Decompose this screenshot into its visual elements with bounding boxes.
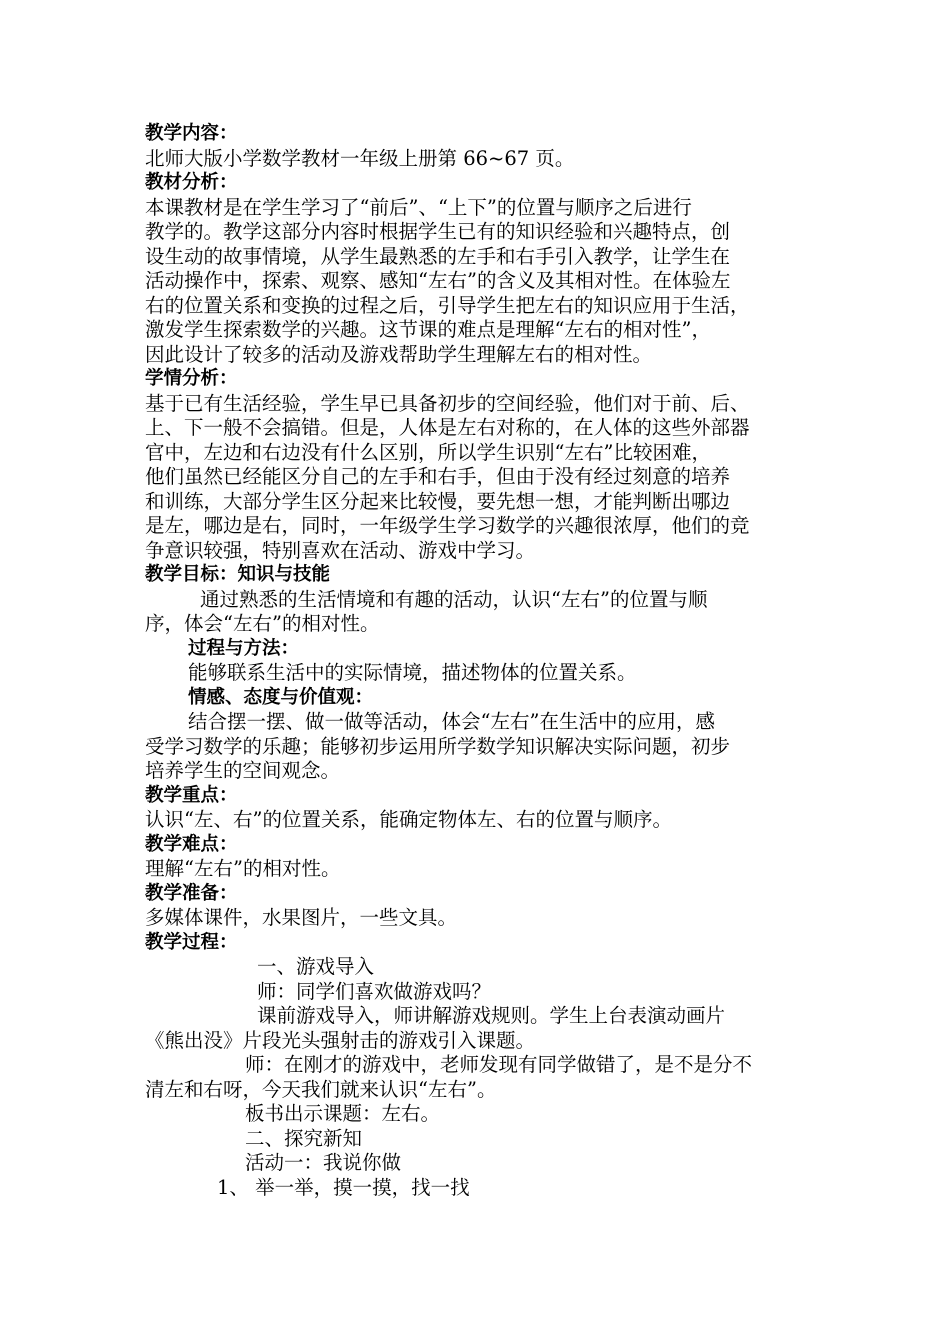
material-line: 设生动的故事情境，从学生最熟悉的左手和右手引入教学，让学生在	[145, 244, 731, 268]
section-heading-learner: 学情分析：	[145, 368, 238, 389]
section-heading-prep: 教学准备：	[145, 882, 238, 904]
learner-line: 争意识较强，特别喜欢在活动、游戏中学习。	[145, 538, 536, 562]
process-line: 师：同学们喜欢做游戏吗？	[257, 979, 492, 1003]
material-line: 教学的。教学这部分内容时根据学生已有的知识经验和兴趣特点，创	[145, 220, 731, 243]
goals-knowledge-line: 通过熟悉的生活情境和有趣的活动，认识“左右”的位置与顺	[200, 587, 708, 611]
process-line: 二、探究新知	[245, 1126, 363, 1150]
learner-line: 和训练，大部分学生区分起来比较慢，要先想一想，才能判断出哪边	[145, 489, 731, 513]
learner-line: 官中，左边和右边没有什么区别，所以学生识别“左右”比较困难，	[145, 440, 711, 464]
key-text: 认识“左、右”的位置关系，能确定物体左、右的位置与顺序。	[145, 808, 672, 831]
material-line: 活动操作中，探索、观察、感知“左右”的含义及其相对性。在体验左	[145, 269, 731, 292]
learner-line: 他们虽然已经能区分自己的左手和右手，但由于没有经过刻意的培养	[145, 465, 731, 488]
section-heading-goals: 教学目标：知识与技能	[145, 564, 331, 585]
section-heading-process: 教学过程：	[145, 931, 238, 953]
document-body	[145, 122, 825, 1200]
goals-emotion-line: 培养学生的空间观念。	[145, 759, 341, 782]
process-line: 活动一：我说你做	[245, 1151, 402, 1174]
material-line: 因此设计了较多的活动及游戏帮助学生理解左右的相对性。	[145, 342, 653, 366]
section-heading-difficulty: 教学难点：	[145, 833, 238, 855]
content-text: 北师大版小学数学教材一年级上册第 66~67 页。	[145, 146, 575, 170]
learner-line: 是左，哪边是右，同时，一年级学生学习数学的兴趣很浓厚，他们的竞	[145, 514, 750, 537]
difficulty-text: 理解“左右”的相对性。	[145, 857, 341, 880]
section-heading-key: 教学重点：	[145, 784, 238, 806]
section-heading-content: 教学内容：	[145, 123, 238, 144]
goals-process-heading: 过程与方法：	[188, 637, 300, 659]
process-line: 一、游戏导入	[257, 955, 375, 978]
process-line: 清左和右呀，今天我们就来认识“左右”。	[145, 1077, 497, 1101]
process-line: 1、 举一举，摸一摸，找一找	[217, 1175, 470, 1199]
goals-process-text: 能够联系生活中的实际情境，描述物体的位置关系。	[188, 661, 637, 684]
goals-emotion-line: 结合摆一摆、做一做等活动，体会“左右”在生活中的应用，感	[188, 710, 715, 733]
learner-line: 基于已有生活经验，学生早已具备初步的空间经验，他们对于前、后、	[145, 391, 750, 415]
section-heading-material: 教材分析：	[145, 172, 238, 193]
learner-line: 上、下一般不会搞错。但是，人体是左右对称的，在人体的这些外部器	[145, 416, 750, 439]
process-line: 师：在刚才的游戏中，老师发现有同学做错了，是不是分不	[245, 1053, 753, 1076]
material-line: 激发学生探索数学的兴趣。这节课的难点是理解“左右的相对性”，	[145, 318, 711, 341]
material-line: 右的位置关系和变换的过程之后，引导学生把左右的知识应用于生活，	[145, 293, 750, 317]
prep-text: 多媒体课件，水果图片，一些文具。	[145, 906, 458, 929]
process-line: 板书出示课题：左右。	[245, 1102, 441, 1125]
goals-knowledge-line: 序，体会“左右”的相对性。	[145, 612, 380, 635]
process-line: 课前游戏导入，师讲解游戏规则。学生上台表演动画片	[257, 1004, 726, 1027]
process-line: 《熊出没》片段光头强射击的游戏引入课题。	[145, 1028, 536, 1052]
goals-emotion-line: 受学习数学的乐趣；能够初步运用所学数学知识解决实际问题，初步	[145, 734, 731, 758]
material-line: 本课教材是在学生学习了“前后”、“上下”的位置与顺序之后进行	[145, 195, 692, 219]
goals-emotion-heading: 情感、态度与价值观：	[188, 686, 374, 708]
